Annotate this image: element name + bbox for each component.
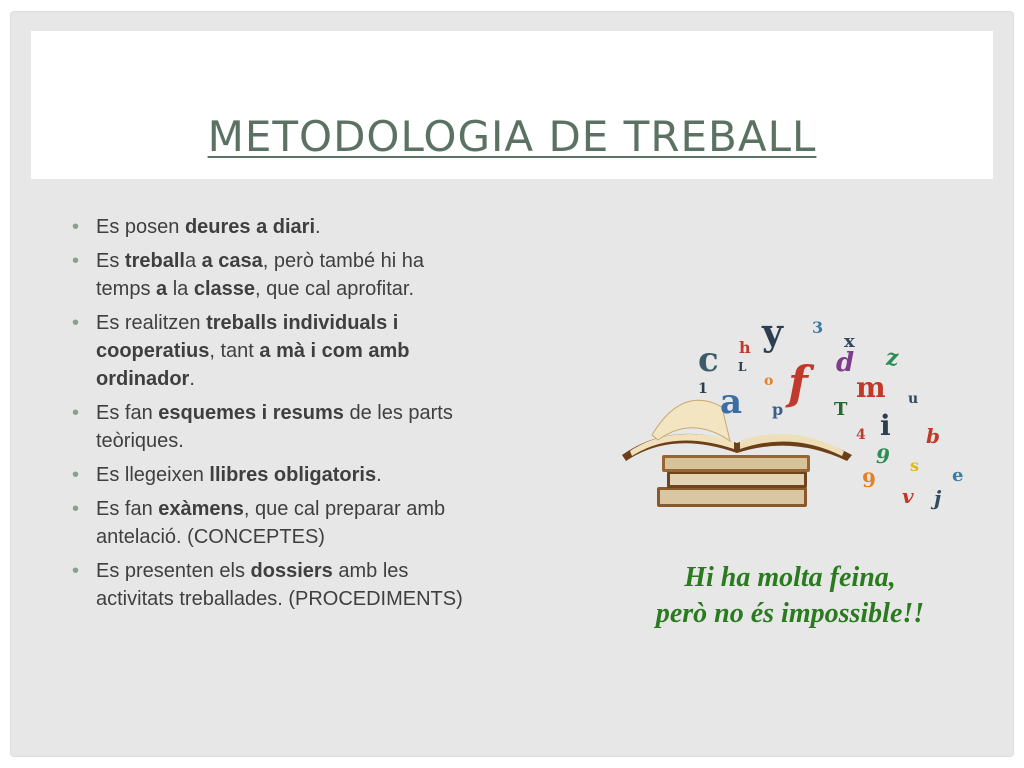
bullet-dot-icon: • [72, 312, 80, 334]
svg-text:j: j [934, 486, 942, 510]
svg-text:h: h [739, 338, 751, 357]
svg-text:y: y [762, 315, 783, 354]
bullet-emphasis: esquemes i resums [158, 402, 344, 424]
svg-text:z: z [886, 345, 899, 371]
bullet-item [70, 557, 480, 613]
bullet-text: la [167, 278, 194, 300]
caption-line-1: Hi ha molta feina, [684, 562, 896, 593]
bullet-text: Es realitzen [96, 312, 207, 334]
svg-text:e: e [952, 465, 964, 486]
bullet-dot-icon: • [72, 250, 80, 272]
bullet-emphasis: a casa [201, 250, 263, 272]
bullet-dot-icon: • [72, 216, 80, 238]
bullet-text: , tant [209, 340, 260, 362]
svg-text:o: o [764, 373, 774, 389]
bullet-item [70, 495, 480, 551]
bullet-item [70, 213, 480, 241]
svg-text:3: 3 [812, 318, 824, 337]
bullet-item [70, 399, 480, 455]
bullet-text: Es [96, 250, 125, 272]
bullet-emphasis: treballs individuals i cooperatius [96, 312, 399, 362]
bullet-emphasis: dossiers [250, 560, 333, 582]
bullet-dot-icon: • [72, 498, 80, 520]
svg-text:i: i [880, 409, 891, 442]
svg-text:u: u [908, 391, 919, 407]
svg-text:b: b [926, 424, 940, 448]
svg-text:s: s [910, 456, 920, 475]
bullet-emphasis: llibres obligatoris [209, 464, 377, 486]
bullet-text: de les parts teòriques. [96, 402, 453, 452]
bullet-emphasis: a mà i com amb ordinador [96, 340, 410, 390]
svg-text:9: 9 [876, 444, 890, 468]
bullet-text: Es presenten els [96, 560, 251, 582]
bullet-text: Es fan [96, 498, 159, 520]
bullet-text: . [376, 464, 382, 486]
svg-text:v: v [902, 484, 914, 508]
bullet-dot-icon: • [72, 560, 80, 582]
bullet-emphasis: exàmens [158, 498, 244, 520]
title-box [31, 31, 993, 179]
bullet-text: Es llegeixen [96, 464, 210, 486]
bullet-item [70, 309, 480, 393]
caption-line-2: però no és impossible!! [655, 598, 925, 629]
svg-text:a: a [720, 382, 743, 422]
svg-text:c: c [698, 340, 719, 380]
svg-text:L: L [738, 360, 747, 374]
bullet-list [70, 213, 480, 619]
bullet-emphasis: treball [124, 250, 185, 272]
bullet-text: , que cal preparar amb antelació. (CONCEPTES) [96, 498, 446, 548]
bullet-text: , que cal aprofitar. [255, 278, 414, 300]
svg-text:x: x [844, 331, 855, 352]
bullet-emphasis: classe [193, 278, 256, 300]
bullet-text: , però també hi ha temps [96, 250, 425, 300]
svg-text:9: 9 [862, 468, 876, 492]
bullet-dot-icon: • [72, 464, 80, 486]
bullet-text: a [184, 250, 202, 272]
motivational-caption [620, 560, 960, 632]
bullet-emphasis: a [156, 278, 168, 300]
svg-text:p: p [772, 400, 784, 419]
bullet-item [70, 247, 480, 303]
svg-text:T: T [834, 399, 848, 420]
slide-title: METODOLOGIA DE TREBALL [207, 112, 817, 161]
books-letters-illustration [612, 315, 982, 520]
svg-text:m: m [856, 371, 886, 404]
bullet-emphasis: deures a diari [184, 216, 316, 238]
bullet-text: Es fan [96, 402, 159, 424]
bullet-text: . [189, 368, 195, 390]
svg-text:1: 1 [698, 381, 708, 397]
svg-text:4: 4 [856, 427, 866, 443]
bullet-text: . [315, 216, 321, 238]
bullet-dot-icon: • [72, 402, 80, 424]
bullet-text: amb les activitats treballades. (PROCEDIMENTS) [96, 560, 463, 610]
svg-text:d: d [836, 348, 855, 378]
bullet-item [70, 461, 480, 489]
bullet-text: Es posen [96, 216, 185, 238]
svg-text:f: f [788, 356, 808, 410]
